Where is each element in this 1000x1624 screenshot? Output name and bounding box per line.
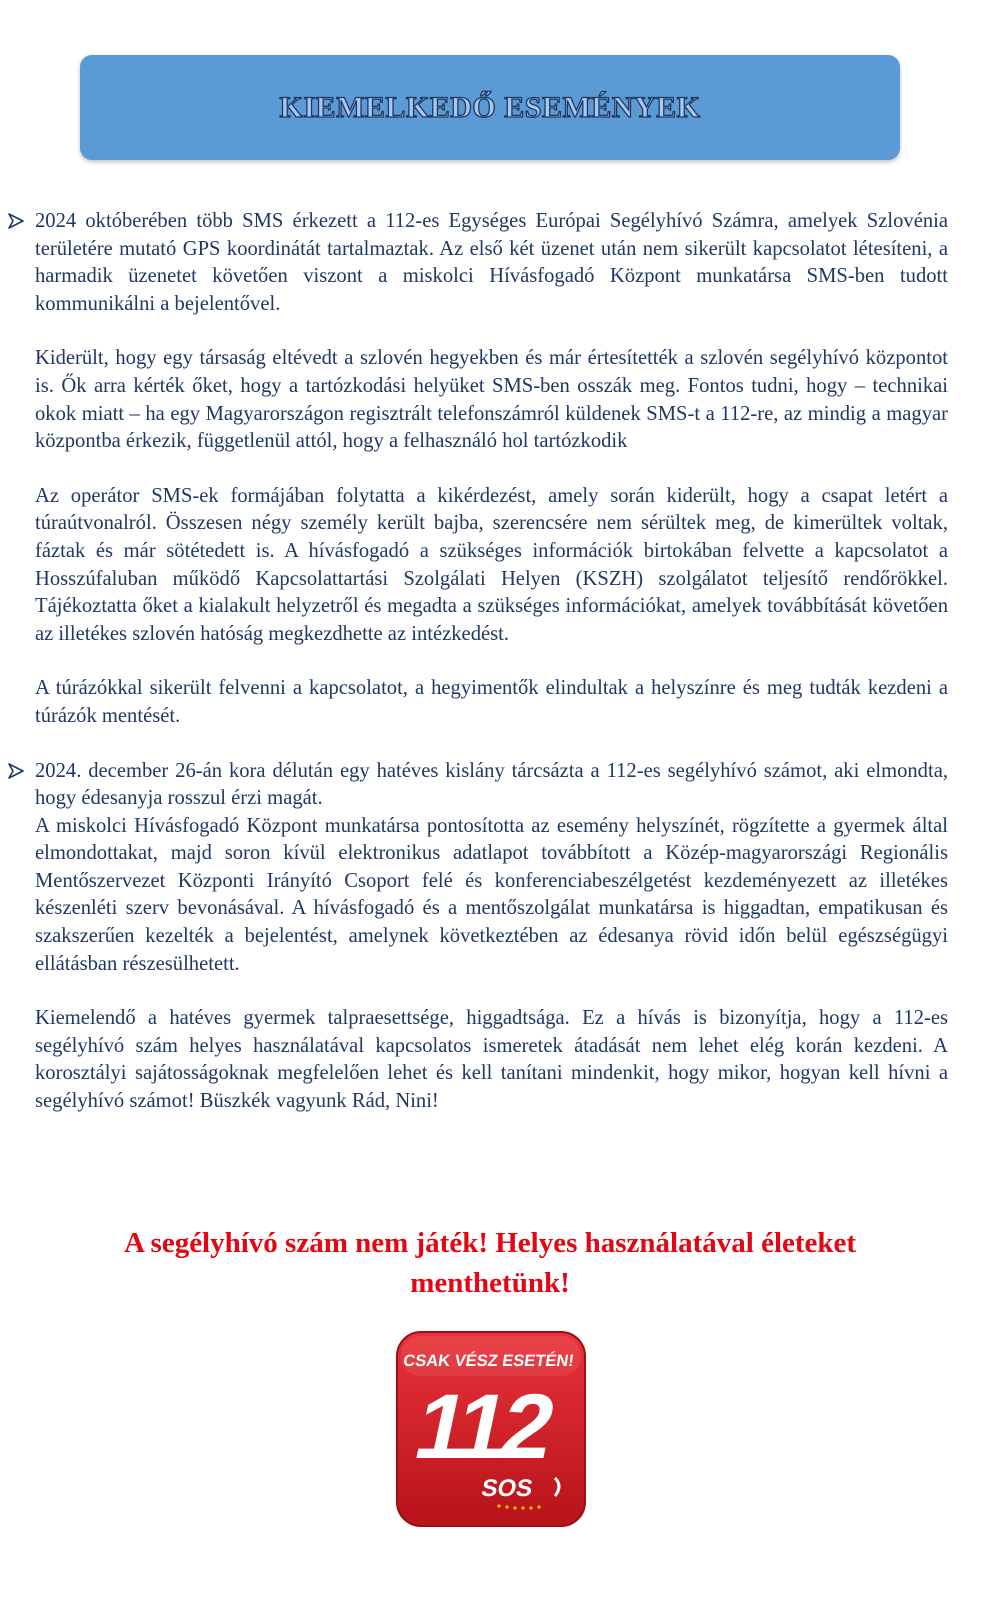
- event-item-child-call: [35, 758, 948, 813]
- event-item-sms: [35, 208, 948, 318]
- slogan-line-2: menthetünk!: [410, 1267, 570, 1299]
- paragraph: A túrázókkal sikerült felvenni a kapcsolatot, a hegyimentők elindultak a helyszínre és meg tudták kezdeni a túrázók mentését.: [35, 677, 948, 727]
- emergency-112-logo: [395, 1330, 587, 1528]
- slogan: [40, 1223, 940, 1303]
- paragraph: 2024 októberében több SMS érkezett a 112-es Egységes Európai Segélyhívó Számra, amelyek Szlovénia területére mutató GPS koordinátát tartalmaztak. Az első két üzenet után nem sikerült kapcsolatot létesíteni, a harmadik üzenetet követően viszont a miskolci Hívásfogadó Központ munkatársa SMS-ben tudott kommunikálni a bejelentővel.: [35, 210, 948, 315]
- arrow-bullet-icon: [7, 762, 25, 780]
- arrow-bullet-icon: [7, 212, 25, 230]
- page-title: KIEMELKEDŐ ESEMÉNYEK: [279, 90, 701, 124]
- paragraph: 2024. december 26-án kora délután egy hatéves kislány tárcsázta a 112-es segélyhívó számot, aki elmondta, hogy édesanyja rosszul érzi magát.: [35, 759, 948, 810]
- paragraph: Kiderült, hogy egy társaság eltévedt a szlovén hegyekben és már értesítették a szlovén segélyhívó központot is. Ők arra kérték őket, hogy a tartózkodási helyüket SMS-ben osszák meg. Fontos tudni, hogy – technikai okok miatt – ha egy Magyarországon regisztrált telefonszámról küldenek SMS-t a 112-re, az mindig a magyar központba érkezik, függetlenül attól, hogy a felhasználó hol tartózkodik: [35, 347, 948, 453]
- paragraph: A miskolci Hívásfogadó Központ munkatársa pontosította az esemény helyszínét, rögzítette a gyermek által elmondottakat, majd soron kívül elektronikus adatlapot továbbított a Közép-magyarországi Regionális Mentőszervezet Központi Irányító Csoport felé és konferenciabeszélgetést kezdeményezett az illetékes készenléti szerv bevonásával. A hívásfogadó és a mentőszolgálat munkatársa is higgadtan, empatikusan és szakszerűen kezelték a bejelentést, amelynek következtében az édesanya rövid időn belül egészségügyi ellátásban részesülhetett.: [35, 814, 948, 975]
- logo-number: 112: [406, 1374, 559, 1478]
- logo-sos: SOS: [479, 1475, 535, 1502]
- logo-top-text: CSAK VÉSZ ESETÉN!: [402, 1351, 576, 1370]
- paragraph: Az operátor SMS-ek formájában folytatta a kikérdezést, amely során kiderült, hogy a csapat letért a túraútvonalról. Összesen négy személy került bajba, szerencsére nem sérültek meg, de kimerültek voltak, fáztak és már sötétedett is. A hívásfogadó a szükséges információk birtokában felvette a kapcsolatot a Hosszúfaluban működő Kapcsolattartási Szolgálati Helyen (KSZH) szolgálatot teljesítő rendőrökkel. Tájékoztatta őket a kialakult helyzetről és megadta a szükséges információkat, amelyek továbbítását követően az illetékes szlovén hatóság megkezdhette az intézkedést.: [35, 484, 948, 645]
- document-body: [35, 208, 948, 1116]
- header-banner: [80, 55, 900, 160]
- slogan-line-1: A segélyhívó szám nem játék! Helyes használatával életeket: [123, 1227, 857, 1259]
- paragraph: Kiemelendő a hatéves gyermek talpraesettsége, higgadtsága. Ez a hívás is bizonyítja, hogy a 112-es segélyhívó szám helyes használatával kapcsolatos ismeretek átadását nem lehet elég korán kezdeni. A korosztályi sajátosságoknak megfelelően lehet és kell tanítani mindenkit, hogy mikor, hogyan kell hívni a segélyhívó számot! Büszkék vagyunk Rád, Nini!: [35, 1007, 948, 1113]
